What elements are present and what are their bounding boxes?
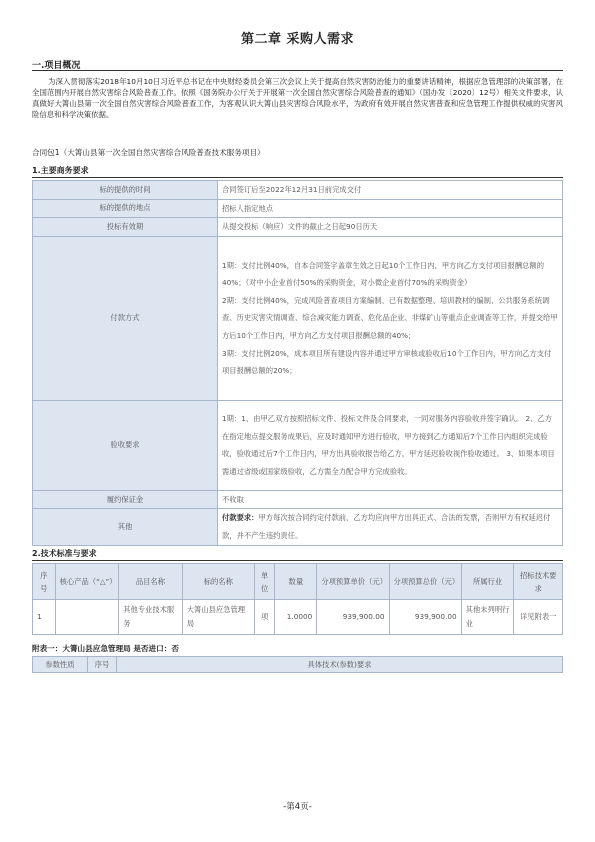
row-key: 投标有效期 <box>33 218 218 237</box>
row-value: 不收取 <box>218 490 563 509</box>
section-heading-overview: 一.项目概况 <box>32 61 81 71</box>
table-row <box>33 181 563 200</box>
table-row <box>33 236 563 400</box>
package-label: 合同包1（大箐山县第一次全国自然灾害综合风险普查技术服务项目） <box>32 148 265 157</box>
col-header-param-nature: 参数性质 <box>33 657 88 673</box>
col-header-qty: 数量 <box>275 564 317 600</box>
col-header-industry: 所属行业 <box>461 564 514 600</box>
col-header-seq: 序号 <box>88 657 117 673</box>
row-key: 履约保证金 <box>33 490 218 509</box>
cell-item: 其他专业技术服务 <box>119 600 183 635</box>
row-value: 1期：1、由甲乙双方按照招标文件、投标文件及合同要求，一同对服务内容验收并签字确认。 2、乙方在指定地点提交服务成果后，应及时通知甲方进行验收，甲方接到乙方通知后7个工作日内组织完成验收，验收通过后7个工作日内，甲方出具验收报告给乙方，甲方延迟验收视作验收通过。 3、如果本项目需通过省级或国家级验收，乙方需全力配合甲方完成验收。 <box>218 400 563 490</box>
table-header-row <box>33 657 563 673</box>
row-value: 从提交投标（响应）文件的截止之日起90日历天 <box>218 218 563 237</box>
row-value <box>218 236 563 400</box>
table-row <box>33 218 563 237</box>
cell-target: 大箐山县应急管理局 <box>182 600 254 635</box>
chapter-title: 第二章 采购人需求 <box>240 32 355 47</box>
tech-divider <box>32 560 563 561</box>
cell-requirement: 详见附表一 <box>514 600 563 635</box>
annex-table <box>32 656 563 673</box>
row-key: 其他 <box>33 509 218 545</box>
table-header-row <box>33 564 563 600</box>
payment-phase-1: 1期：支付比例40%，自本合同签字盖章生效之日起10个工作日内，甲方向乙方支付项目报酬总额的40%；（对中小企业首付50%的采购资金，对小微企业首付70%的采购资金） <box>222 260 545 288</box>
business-divider <box>32 177 563 178</box>
col-header-target: 标的名称 <box>182 564 254 600</box>
col-header-total-budget: 分项预算总价（元） <box>389 564 461 600</box>
row-key: 付款方式 <box>33 236 218 400</box>
table-row <box>33 400 563 490</box>
table-row <box>33 600 563 635</box>
payment-phase-2: 2期：支付比例40%，完成风险普查项目方案编制、已有数据整理、培训教材的编制、公共服务系统调查、历史灾害灾情调查、综合减灾能力调查、危化品企业、非煤矿山等重点企业调查等工作，并提交给甲方后10个工作日内，甲方向乙方支付项目报酬总额的40%； <box>222 295 558 341</box>
table-row <box>33 490 563 509</box>
cell-unit: 项 <box>254 600 274 635</box>
cell-no: 1 <box>33 600 56 635</box>
payment-phase-3: 3期：支付比例20%，成本项目所有建设内容并通过甲方审核或验收后10个工作日内，甲方向乙方支付项目报酬总额的20%； <box>222 348 552 376</box>
payment-requirement-label: 付款要求： <box>222 513 259 523</box>
row-value: 合同签订后至2022年12月31日前完成交付 <box>218 181 563 200</box>
tech-heading: 2.技术标准与要求 <box>32 549 97 558</box>
table-row <box>33 509 563 545</box>
row-value: 招标人指定地点 <box>218 199 563 218</box>
section-divider <box>32 70 563 71</box>
row-value <box>218 509 563 545</box>
cell-total-budget: 939,900.00 <box>389 600 461 635</box>
cell-core <box>55 600 119 635</box>
col-header-core: 核心产品（“△”） <box>55 564 119 600</box>
table-row <box>33 199 563 218</box>
page-number: -第4页- <box>283 802 312 812</box>
cell-qty: 1.0000 <box>275 600 317 635</box>
cell-industry: 其他未列明行业 <box>461 600 514 635</box>
payment-requirement-text: 甲方每次按合同约定付款前，乙方均应向甲方出具正式、合法的发票，否则甲方有权延迟付款，并不产生违约责任。 <box>222 513 551 540</box>
business-table <box>32 180 563 546</box>
col-header-tech-requirement: 具体技术(参数)要求 <box>117 657 563 673</box>
business-heading: 1.主要商务要求 <box>32 166 89 175</box>
tech-table <box>32 563 563 635</box>
col-header-no: 序号 <box>33 564 56 600</box>
col-header-item: 品目名称 <box>119 564 183 600</box>
annex-title: 附表一：大箐山县应急管理局 是否进口：否 <box>32 644 179 653</box>
row-key: 验收要求 <box>33 400 218 490</box>
intro-paragraph: 为深入贯彻落实2018年10月10日习近平总书记在中央财经委员会第三次会议上关于提高自然灾害防治能力的重要讲话精神，根据应急管理部的决策部署，在全国范围内开展自然灾害综合风险普查工作。依照《国务院办公厅关于开展第一次全国自然灾害综合风险普查的通知》（国办发〔2020〕12号）相关文件要求，认真做好大箐山县第一次全国自然灾害综合风险普查工作，为客观认识大箐山县灾害综合风险水平，为政府有效开展自然灾害普查和应急管理工作提供权威的灾害风险信息和科学决策依据。 <box>32 77 563 119</box>
row-key: 标的提供的地点 <box>33 199 218 218</box>
col-header-unit: 单位 <box>254 564 274 600</box>
cell-unit-budget: 939,900.00 <box>317 600 389 635</box>
row-key: 标的提供的时间 <box>33 181 218 200</box>
col-header-requirement: 招标技术要求 <box>514 564 563 600</box>
col-header-unit-budget: 分项预算单价（元） <box>317 564 389 600</box>
